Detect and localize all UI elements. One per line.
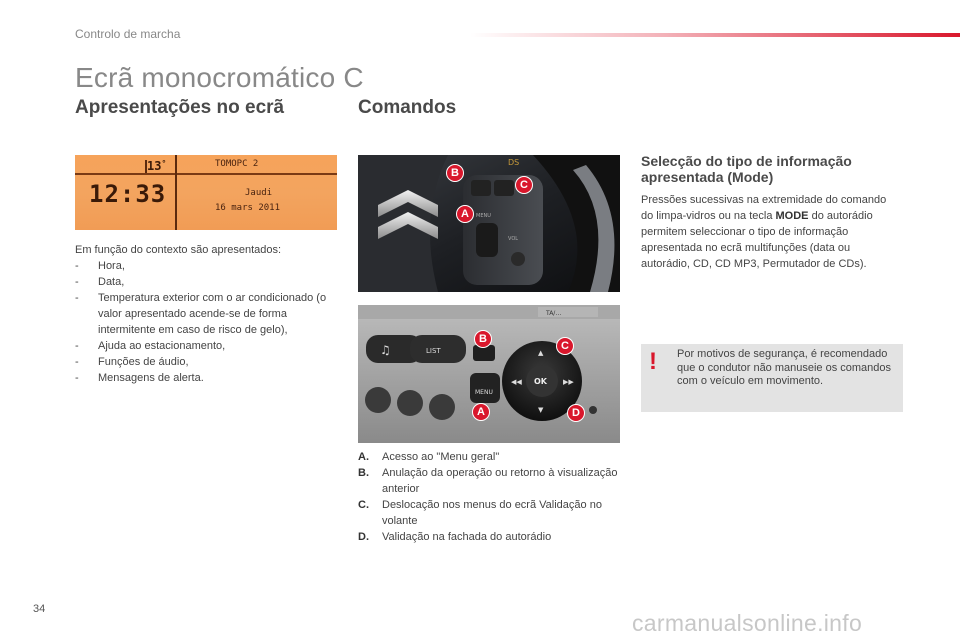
heading-display: Apresentações no ecrã (75, 97, 285, 118)
page-number: 34 (33, 603, 46, 615)
callout-b: B (446, 164, 464, 182)
callout-a: A (472, 403, 490, 421)
callout-c: C (556, 337, 574, 355)
mode-key-label: MODE (775, 210, 809, 222)
callout-d: D (567, 404, 585, 422)
header-accent-bar (470, 33, 960, 37)
svg-text:▼: ▼ (538, 406, 544, 414)
svg-text:TA/…: TA/… (546, 310, 562, 317)
list-item: - Temperatura exterior com o ar condicionado (o valor apresentado acende-se de forma intermitente em caso de risco de gelo), (75, 292, 327, 336)
svg-text:♫: ♫ (380, 343, 391, 357)
callout-c: C (515, 176, 533, 194)
lcd-time: 12:33 (89, 180, 167, 208)
list-item: - Ajuda ao estacionamento, (75, 340, 226, 352)
mode-heading: Selecção do tipo de informação apresentada (Mode) (641, 153, 852, 185)
radio-front-panel-image (358, 305, 620, 443)
callout-a: A (456, 205, 474, 223)
safety-warning-text: Por motivos de segurança, é recomendado que o condutor não manuseie os comandos com o veículo em movimento. (677, 348, 892, 387)
svg-text:OK: OK (534, 377, 547, 386)
svg-text:▶▶: ▶▶ (563, 378, 574, 386)
svg-text:MENU: MENU (476, 213, 491, 219)
legend-row: D. Validação na fachada do autorádio (358, 531, 552, 543)
heading-controls: Comandos (358, 97, 457, 118)
steering-wheel-illustration (358, 155, 620, 292)
callout-b: B (474, 330, 492, 348)
section-header: Controlo de marcha (75, 27, 181, 41)
steering-wheel-controls-image (358, 155, 620, 292)
list-item: - Funções de áudio, (75, 356, 189, 368)
page-title: Ecrã monocromático C (75, 62, 364, 93)
svg-text:MENU: MENU (475, 389, 493, 396)
svg-text:◀◀: ◀◀ (511, 378, 522, 386)
display-intro: Em função do contexto são apresentados: (75, 244, 282, 256)
svg-text:LIST: LIST (426, 347, 441, 355)
callout-legend (358, 449, 620, 545)
legend-row: B. Anulação da operação ou retorno à visualização anterior (358, 467, 618, 495)
mode-description: Pressões sucessivas na extremidade do comando do limpa-vidros ou na tecla MODE do autorádio permitem seleccionar o tipo de informação apresentada no ecrã multifunções (data ou autorádio, CD, CD MP3, Permutador de CDs). (641, 194, 887, 270)
lcd-temperature: 13° (147, 159, 167, 173)
display-bullet-list (75, 258, 340, 386)
radio-illustration (358, 305, 620, 443)
legend-row: A. Acesso ao "Menu geral" (358, 451, 500, 463)
svg-text:DS: DS (508, 158, 520, 167)
warning-icon: ! (649, 348, 657, 375)
lcd-display-image (75, 155, 337, 230)
lcd-day: Jaudi (245, 188, 273, 198)
watermark: carmanualsonline.info (632, 610, 863, 636)
svg-text:VOL: VOL (508, 236, 519, 242)
lcd-date: 16 mars 2011 (215, 203, 281, 213)
list-item: - Data, (75, 276, 125, 288)
svg-text:▲: ▲ (538, 349, 544, 357)
list-item: - Hora, (75, 260, 125, 272)
lcd-divider (75, 173, 337, 175)
lcd-divider (175, 155, 177, 230)
legend-row: C. Deslocação nos menus do ecrã Validação no volante (358, 499, 602, 527)
lcd-top-text: TOMOPC 2 (215, 159, 259, 169)
list-item: - Mensagens de alerta. (75, 372, 204, 384)
